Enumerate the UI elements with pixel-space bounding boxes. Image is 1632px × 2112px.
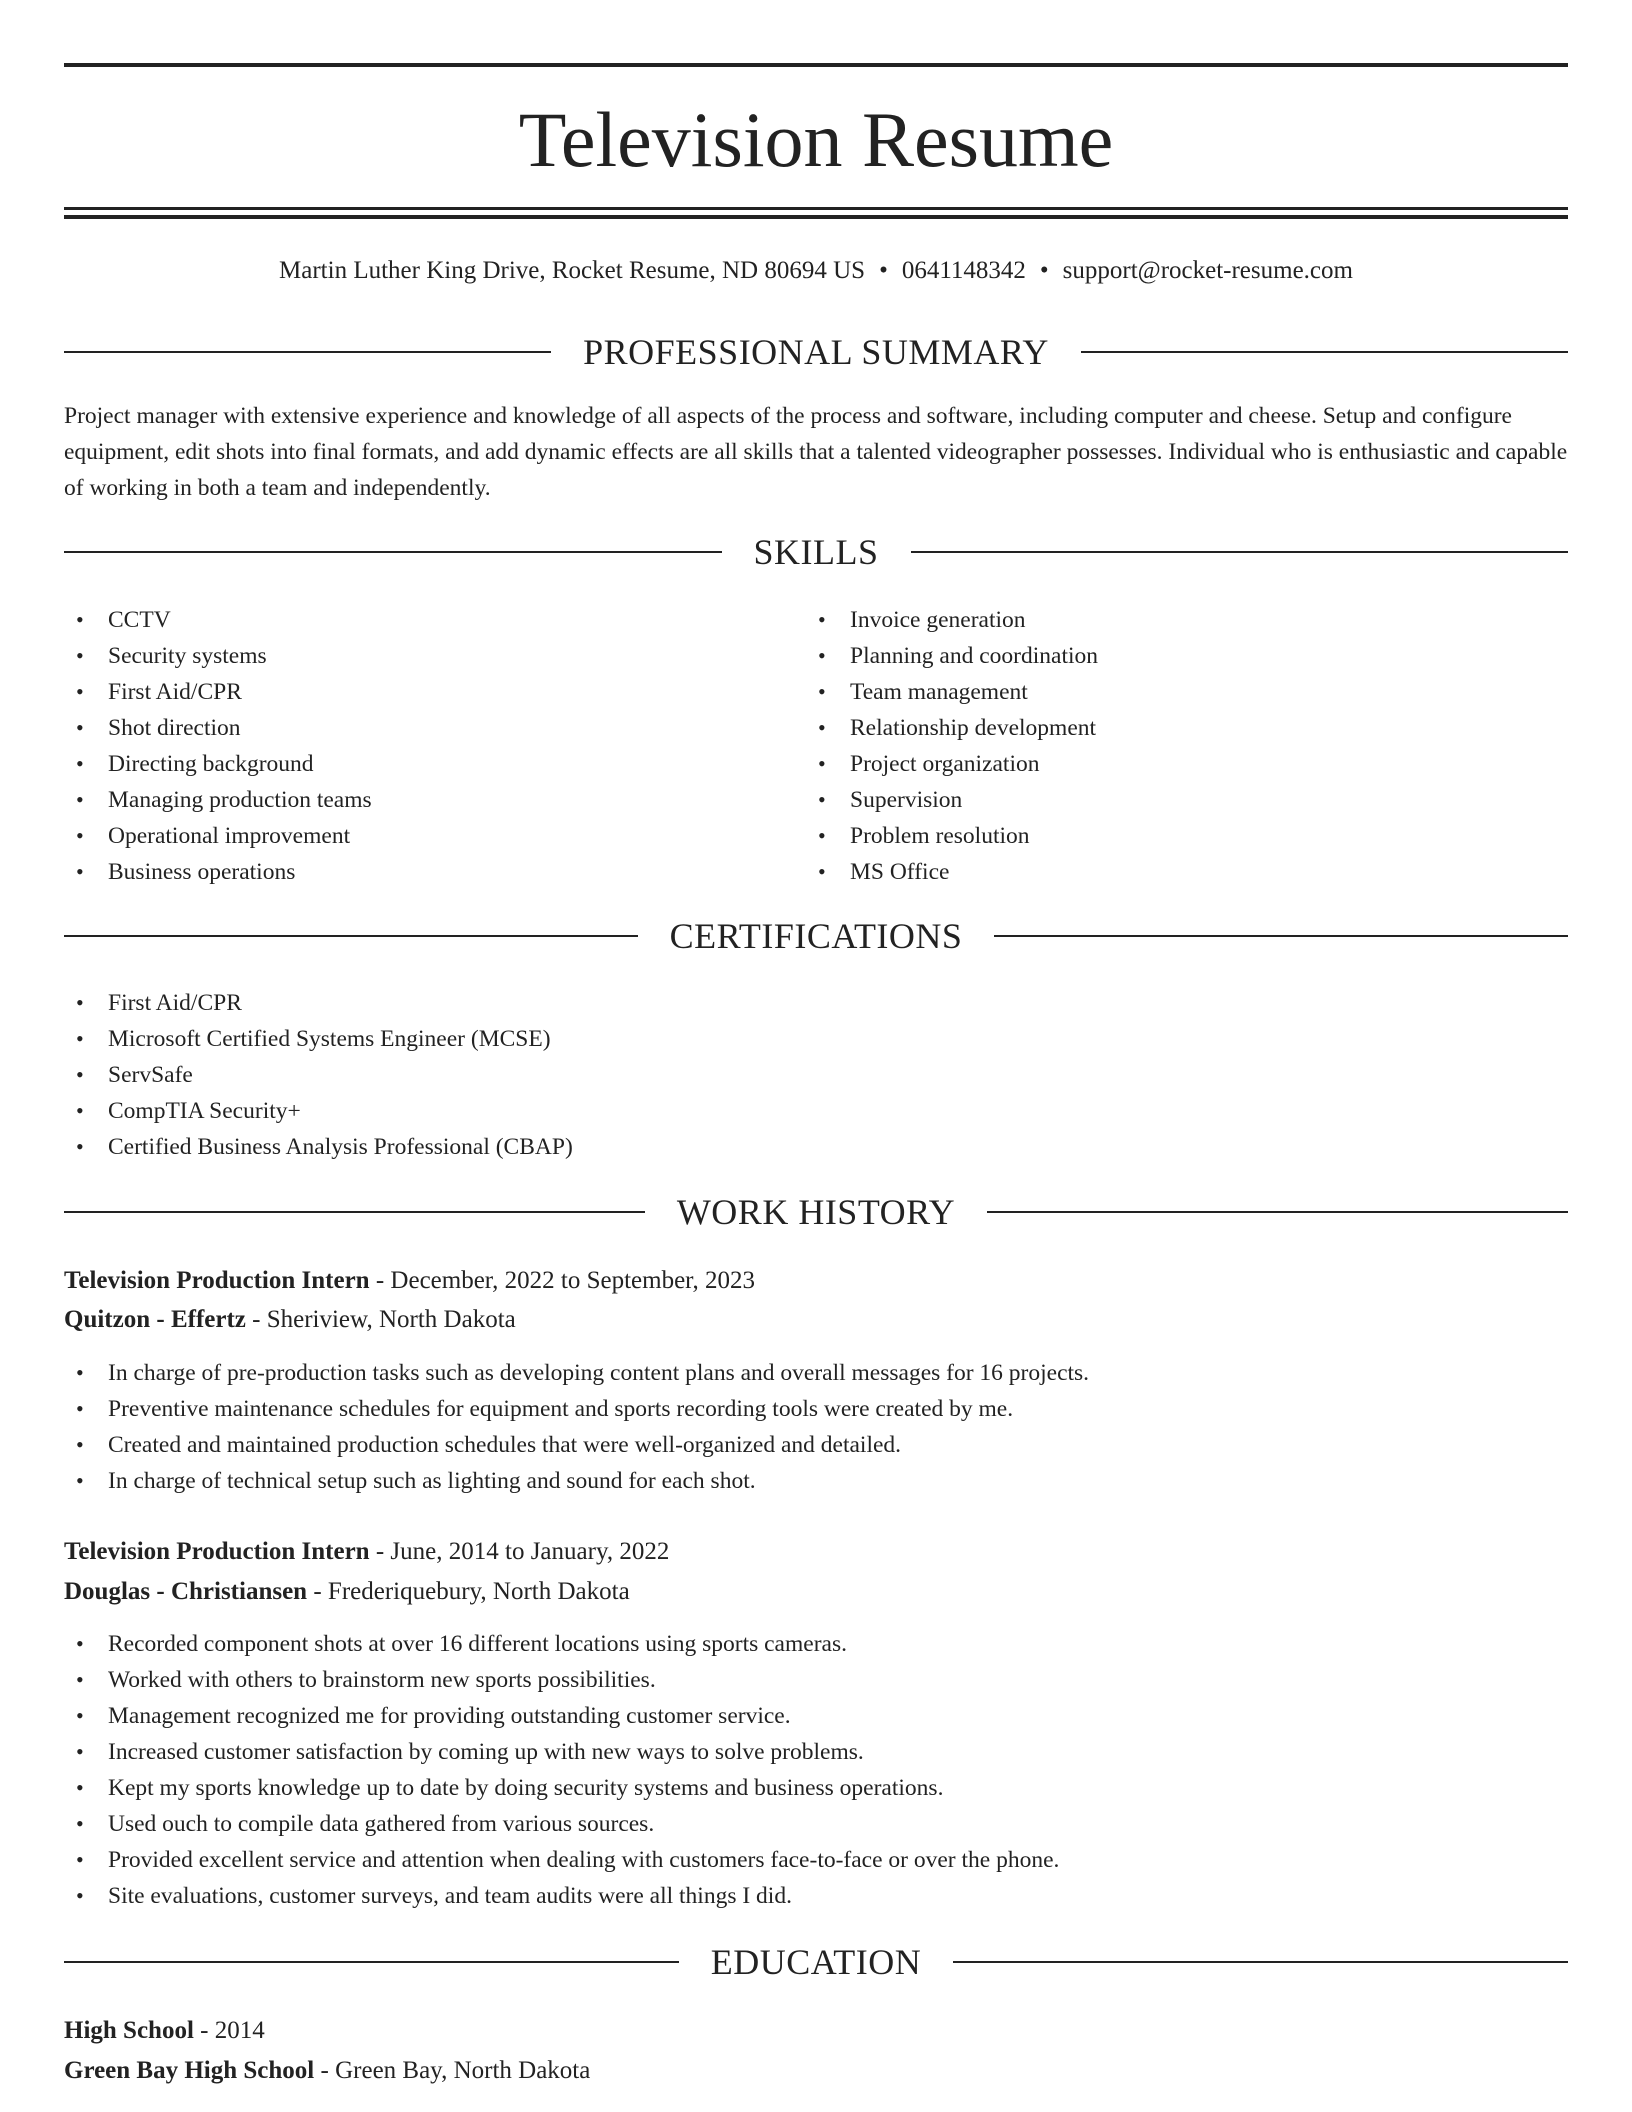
work-history-heading (64, 1190, 1568, 1234)
skill-item: • Relationship development (806, 710, 1546, 746)
heading-rule (987, 1211, 1568, 1213)
job-company-line (64, 1301, 516, 1339)
dash: - (369, 1538, 391, 1565)
duty-item: • Provided excellent service and attention when dealing with customers face-to-face or over the phone. (64, 1842, 1568, 1878)
job-title: Television Production Intern (64, 1538, 370, 1565)
skill-item: • CCTV (64, 602, 804, 638)
skill-item: • Business operations (64, 854, 804, 890)
company-name: Quitzon - Effertz (64, 1306, 246, 1333)
duty-item: • Used ouch to compile data gathered from various sources. (64, 1806, 1568, 1842)
top-rule (64, 63, 1568, 67)
heading-rule (64, 551, 722, 553)
duty-item: • Worked with others to brainstorm new sports possibilities. (64, 1662, 1568, 1698)
skill-item: • Directing background (64, 746, 804, 782)
skill-item: • MS Office (806, 854, 1546, 890)
heading-rule (994, 935, 1568, 937)
resume-title: Television Resume (518, 96, 1114, 183)
certification-item: • Microsoft Certified Systems Engineer (MCSE) (64, 1021, 1568, 1057)
skill-item: • First Aid/CPR (64, 674, 804, 710)
duty-item: • Management recognized me for providing outstanding customer service. (64, 1698, 1568, 1734)
job-duties-list (64, 1626, 1568, 1914)
certifications-list (64, 985, 1568, 1165)
dash: - (314, 2057, 336, 2084)
skills-heading (64, 530, 1568, 574)
skills-list-left (64, 602, 804, 890)
education-heading (64, 1940, 1568, 1984)
duty-item: • Site evaluations, customer surveys, and team audits were all things I did. (64, 1878, 1568, 1914)
heading-rule (64, 351, 551, 353)
contact-line (64, 256, 1568, 286)
dash: - (369, 1267, 391, 1294)
certifications-heading (64, 914, 1568, 958)
heading-rule (64, 935, 638, 937)
skill-item: • Invoice generation (806, 602, 1546, 638)
certification-item: • ServSafe (64, 1057, 1568, 1093)
duty-item: • In charge of pre-production tasks such as developing content plans and overall messages for 16 projects. (64, 1355, 1568, 1391)
job-company-line (64, 1573, 630, 1611)
contact-separator: • (1039, 257, 1049, 284)
skills-list-right (806, 602, 1546, 890)
section-title: WORK HISTORY (676, 1192, 956, 1232)
skill-item: • Shot direction (64, 710, 804, 746)
contact-address: Martin Luther King Drive, Rocket Resume, ND 80694 US (279, 257, 866, 284)
certification-item: • First Aid/CPR (64, 985, 1568, 1021)
section-title: SKILLS (753, 532, 879, 572)
school-location: Green Bay, North Dakota (335, 2057, 591, 2084)
skill-item: • Supervision (806, 782, 1546, 818)
dash: - (307, 1578, 328, 1605)
summary-heading (64, 330, 1568, 374)
title-rule-upper (64, 207, 1568, 210)
contact-email: support@rocket-resume.com (1062, 257, 1353, 284)
education-degree-line (64, 2012, 265, 2050)
heading-rule (64, 1211, 645, 1213)
skill-item: • Project organization (806, 746, 1546, 782)
dash: - (193, 2017, 215, 2044)
dash: - (245, 1306, 267, 1333)
duty-item: • Increased customer satisfaction by coming up with new ways to solve problems. (64, 1734, 1568, 1770)
skill-item: • Problem resolution (806, 818, 1546, 854)
heading-rule (1081, 351, 1568, 353)
graduation-year: 2014 (214, 2017, 265, 2044)
education-school-line (64, 2052, 590, 2090)
contact-phone: 0641148342 (901, 257, 1026, 284)
job-title: Television Production Intern (64, 1267, 370, 1294)
certification-item: • CompTIA Security+ (64, 1093, 1568, 1129)
duty-item: • Recorded component shots at over 16 different locations using sports cameras. (64, 1626, 1568, 1662)
job-duties-list (64, 1355, 1568, 1499)
certification-item: • Certified Business Analysis Professional (CBAP) (64, 1129, 1568, 1165)
duty-item: • Created and maintained production schedules that were well-organized and detailed. (64, 1427, 1568, 1463)
duty-item: • In charge of technical setup such as lighting and sound for each shot. (64, 1463, 1568, 1499)
resume-page (64, 0, 1568, 2112)
skill-item: • Planning and coordination (806, 638, 1546, 674)
duty-item: • Preventive maintenance schedules for equipment and sports recording tools were created by me. (64, 1391, 1568, 1427)
job-dates: June, 2014 to January, 2022 (390, 1538, 670, 1565)
company-location: Sheriview, North Dakota (266, 1306, 516, 1333)
company-name: Douglas - Christiansen (64, 1578, 308, 1605)
company-location: Frederiquebury, North Dakota (327, 1578, 630, 1605)
school-name: Green Bay High School (64, 2057, 315, 2084)
summary-text: Project manager with extensive experience and knowledge of all aspects of the process and software, including computer and cheese. Setup and configure equipment, edit shots into final formats, and add dynamic effects are all skills that a talented videographer possesses. Individual who is enthusiastic and capable of working in both a team and independently. (64, 403, 1568, 501)
job-dates: December, 2022 to September, 2023 (390, 1267, 755, 1294)
section-title: CERTIFICATIONS (669, 916, 963, 956)
contact-separator: • (879, 257, 888, 284)
duty-item: • Kept my sports knowledge up to date by doing security systems and business operations. (64, 1770, 1568, 1806)
heading-rule (911, 551, 1569, 553)
title-rule-lower (64, 215, 1568, 219)
job-title-line (64, 1533, 669, 1571)
section-title: PROFESSIONAL SUMMARY (583, 332, 1049, 372)
degree: High School (64, 2017, 194, 2044)
section-title: EDUCATION (710, 1942, 922, 1982)
skill-item: • Security systems (64, 638, 804, 674)
skill-item: • Managing production teams (64, 782, 804, 818)
heading-rule (64, 1961, 679, 1963)
skill-item: • Team management (806, 674, 1546, 710)
job-title-line (64, 1262, 755, 1300)
skill-item: • Operational improvement (64, 818, 804, 854)
heading-rule (953, 1961, 1568, 1963)
